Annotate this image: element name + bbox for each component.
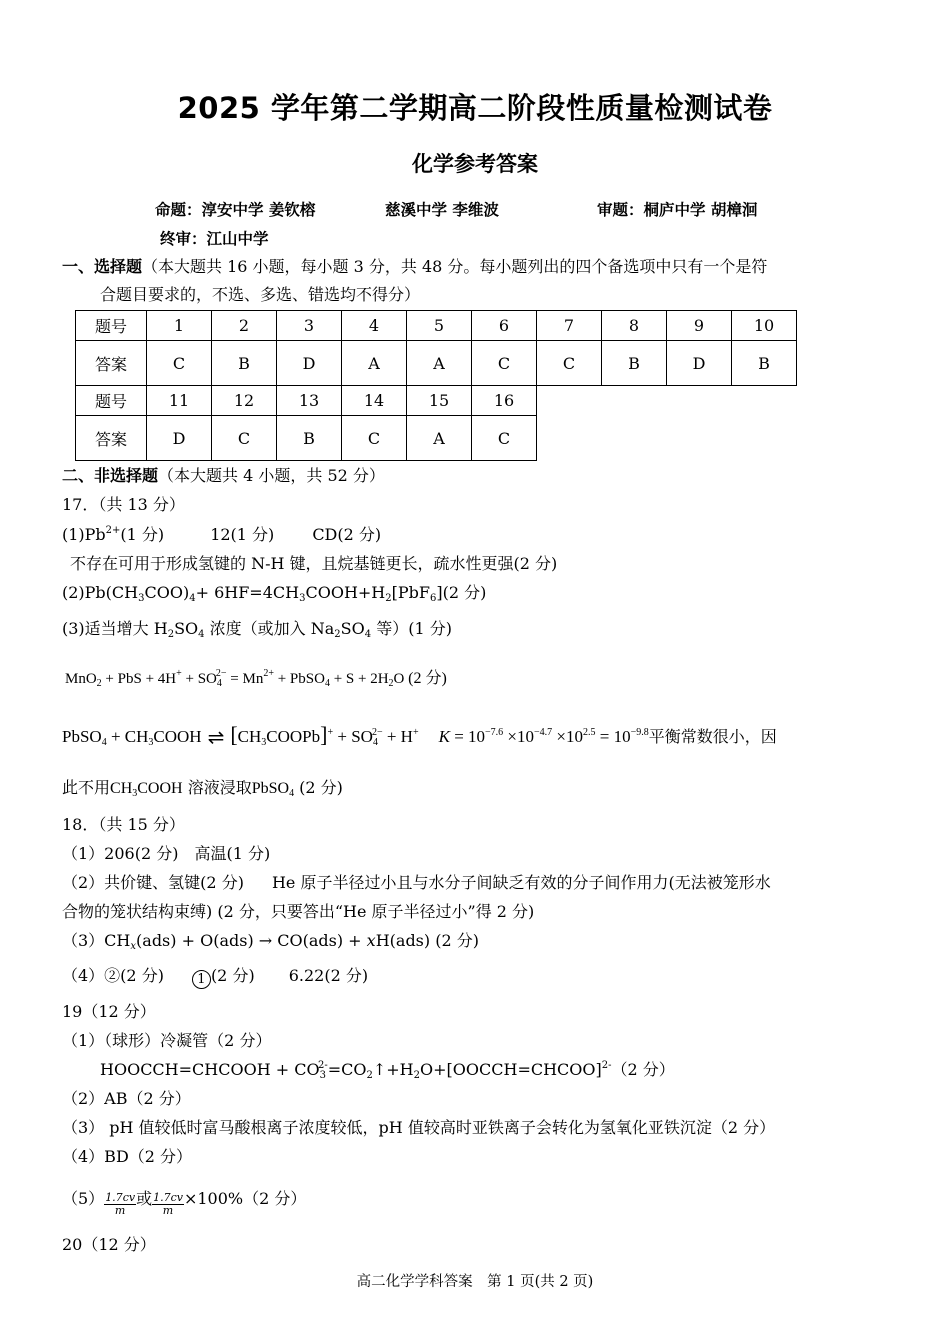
table-cell: 12	[212, 386, 277, 416]
table-cell: C	[472, 341, 537, 386]
table-cell: 14	[342, 386, 407, 416]
formula-acetic-acid: $CH_3COOH$	[110, 780, 183, 799]
table-cell: C	[472, 416, 537, 461]
table-cell: B	[212, 341, 277, 386]
table-cell: 7	[537, 311, 602, 341]
table-cell: 2	[212, 311, 277, 341]
fraction-1: $\frac{1.7cv}{m}$	[105, 1191, 136, 1217]
q17-part2: $(2)Pb(CH_3COO)_4+$ $6HF=4CH_3COOH+H_2[PbF_6](2$ 分)	[62, 583, 487, 604]
q17-p2-t5: [PbF	[391, 583, 430, 602]
table-cell: A	[342, 341, 407, 386]
table-cell: 3	[277, 311, 342, 341]
table-cell: B	[602, 341, 667, 386]
table-header-cell: 答案	[76, 341, 147, 386]
page-title: 2025 学年第二学期高二阶段性质量检测试卷	[177, 91, 773, 125]
q18-part4	[62, 965, 368, 989]
table-cell: A	[407, 341, 472, 386]
section-2-label: 二、非选择题	[62, 466, 159, 485]
q17-p3-t4: SO	[340, 619, 365, 638]
table-cell: 4	[342, 311, 407, 341]
credit-author-2: 慈溪中学 李维波	[385, 201, 499, 219]
q17-equation-2-line2	[62, 777, 343, 800]
section-1-desc: （本大题共 16 小题，每小题 3 分，共 48 分。每小题列出的四个备选项中只有一个是符	[142, 257, 768, 276]
table-cell: C	[537, 341, 602, 386]
section-1-desc-line2: 合题目要求的，不选、多选、错选均不得分）	[100, 285, 421, 304]
table-cell: 5	[407, 311, 472, 341]
q17-p2-t3: + 6HF=4CH	[195, 583, 300, 602]
table-cell: B	[277, 416, 342, 461]
q19-eq-t3: ↑+H	[372, 1060, 414, 1079]
table-cell: C	[342, 416, 407, 461]
table-cell: C	[147, 341, 212, 386]
q19-p5-t1: （5）	[62, 1189, 105, 1208]
table-cell: A	[407, 416, 472, 461]
equation-2-k: $K = 10^{-7.6} \times 10^{-4.7} \times 10^{2.5} = 10^{-9.8}$	[438, 727, 649, 746]
q19-part3: （3） pH 值较低时富马酸根离子浓度较低，pH 值较高时亚铁离子会转化为氢氧化亚铁沉淀（2 分）	[62, 1118, 776, 1137]
q18-p4-t2: (2 分)	[210, 966, 255, 985]
credit-author-1: 命题：淳安中学 姜钦榕	[155, 201, 316, 219]
q18-p3-t2: (ads) + O(ads) → CO(ads) +	[136, 931, 367, 950]
q17-p1-score: (1 分)	[120, 525, 165, 544]
table-row	[76, 341, 797, 386]
equation-1-formula: MnO$_2$ + PbS + $4H^+ + SO_4^{2-} = Mn^{2+}$ + PbSO$_4$ + $S + 2H_2O$	[65, 668, 405, 689]
equation-2-formula: PbSO$_4$ + $CH_3COOH$ ⇌ $[CH_3COOPb]^+ + SO_4^{2-} + H^+$	[62, 722, 419, 749]
q17-part3: (3)适当增大 $H_2SO_4$ 浓度（或加入 $Na_2SO_4$ 等）(1 分)	[62, 619, 452, 640]
page-footer: 高二化学学科答案 第 1 页(共 2 页)	[356, 1274, 594, 1290]
table-empty-cell	[537, 386, 797, 416]
table-row	[76, 386, 797, 416]
q19-p5-t2: ×100%（2 分）	[183, 1189, 307, 1208]
q19-part5	[62, 1188, 306, 1217]
table-row	[76, 416, 797, 461]
q17-part1	[62, 524, 381, 546]
section-2-desc: （本大题共 4 小题，共 52 分）	[158, 466, 385, 485]
q17-heading: 17．（共 13 分）	[62, 495, 185, 514]
q19-p5-or: 或	[136, 1189, 153, 1208]
equation-1-score: (2 分)	[408, 670, 447, 687]
q20-heading: 20（12 分）	[62, 1235, 156, 1254]
q18-part2	[62, 872, 771, 894]
q17-p3-t1: (3)适当增大 H	[62, 619, 168, 638]
q19-part4: （4）BD（2 分）	[62, 1147, 193, 1166]
table-cell: 8	[602, 311, 667, 341]
section-2-header	[62, 465, 385, 487]
fraction-2: $\frac{1.7cv}{m}$	[153, 1191, 183, 1217]
section-1-label: 一、选择题	[62, 257, 143, 276]
q17-equation-1	[65, 668, 447, 690]
page-subtitle: 化学参考答案	[412, 152, 538, 176]
q18-p3-t1: （3）CH	[62, 931, 131, 950]
q18-p4-t1: （4）②(2 分)	[62, 966, 164, 985]
q19-eq-t1: HOOCCH=CHCOOH + CO	[100, 1060, 320, 1079]
section-1-header	[62, 256, 767, 278]
table-cell: 15	[407, 386, 472, 416]
q18-p4-t3: 6.22(2 分)	[288, 966, 369, 985]
table-header-cell: 答案	[76, 416, 147, 461]
q19-part2: （2）AB（2 分）	[62, 1089, 191, 1108]
table-cell: C	[212, 416, 277, 461]
table-cell: 1	[147, 311, 212, 341]
answer-table	[75, 310, 797, 461]
credit-reviewer: 审题：桐庐中学 胡樟洄	[597, 201, 758, 219]
q18-p2-t2: He 原子半径过小且与水分子间缺乏有效的分子间作用力(无法被笼形水	[271, 873, 771, 892]
equation-2-note: 平衡常数很小，因	[648, 727, 777, 746]
q19-eq-t2: =CO	[327, 1060, 367, 1079]
q17-p1-text: (1)Pb	[62, 525, 106, 544]
q18-part1: （1）206(2 分) 高温(1 分)	[62, 844, 271, 863]
q17-p3-t5: 等）(1 分)	[376, 619, 452, 638]
formula-lead-sulfate: PbSO$_4$	[251, 780, 295, 799]
q18-heading: 18．（共 15 分）	[62, 815, 185, 834]
q17-equation-2	[62, 724, 777, 749]
table-cell: D	[147, 416, 212, 461]
q19-eq-t4: O+[OOCCH=CHCOO]	[420, 1060, 602, 1079]
q17-eq2-t1: 此不用	[62, 778, 111, 797]
q17-p1-answer2: 12(1 分)	[210, 525, 275, 544]
q17-p3-t3: 浓度（或加入 Na	[209, 619, 335, 638]
credit-final-review: 终审：江山中学	[160, 230, 269, 248]
table-cell: 9	[667, 311, 732, 341]
q18-part3: $(3)CH_x(ads) + O(ads) \to CO(ads) + xH(ads)$ (2 分)	[62, 931, 479, 952]
q17-p2-t2: COO)	[144, 583, 190, 602]
circled-one-icon: 1	[192, 970, 211, 989]
q17-p2-t4: COOH+H	[305, 583, 386, 602]
q18-part2-line2: 合物的笼状结构束缚) (2 分，只要答出“He 原子半径过小”得 2 分)	[62, 902, 535, 921]
table-cell: D	[667, 341, 732, 386]
q19-heading: 19（12 分）	[62, 1002, 156, 1021]
table-header-cell: 题号	[76, 386, 147, 416]
table-row	[76, 311, 797, 341]
q17-part1-explanation: 不存在可用于形成氢键的 N-H 键，且烷基链更长，疏水性更强(2 分)	[70, 554, 558, 573]
table-cell: B	[732, 341, 797, 386]
q17-eq2-t2: 溶液浸取	[187, 778, 252, 797]
q17-eq2-t3: (2 分)	[299, 778, 343, 797]
q19-eq-t5: （2 分）	[611, 1060, 675, 1079]
table-cell: D	[277, 341, 342, 386]
q18-p3-t3: H(ads) (2 分)	[375, 931, 479, 950]
table-cell: 13	[277, 386, 342, 416]
q19-part1: （1）（球形）冷凝管（2 分）	[62, 1031, 272, 1050]
table-empty-cell	[537, 416, 797, 461]
q19-part1-equation: HOOCCH=CHCOOH + $CO_3^{2-}=CO_2↑+H_2O+[OOCCH=CHCOO]^{2-}(2$ 分）	[100, 1060, 675, 1081]
table-cell: 6	[472, 311, 537, 341]
table-header-cell: 题号	[76, 311, 147, 341]
q17-p2-t6: ](2 分)	[436, 583, 487, 602]
table-cell: 11	[147, 386, 212, 416]
q17-p3-t2: SO	[174, 619, 199, 638]
table-cell: 16	[472, 386, 537, 416]
q17-p1-sup: 2+	[105, 525, 121, 536]
q17-p2-t1: (2)Pb(CH	[62, 583, 139, 602]
table-cell: 10	[732, 311, 797, 341]
q18-p2-t1: （2）共价键、氢键(2 分)	[62, 873, 244, 892]
q17-p1-answer3: CD(2 分)	[312, 525, 382, 544]
